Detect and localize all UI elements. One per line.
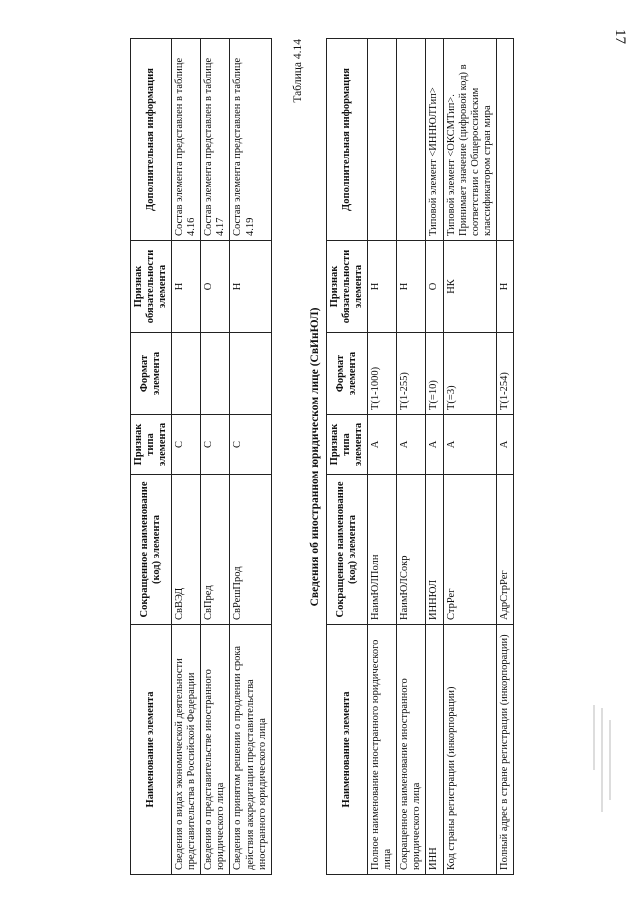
table-cell: Сведения о принятом решении о продлении срока действия аккредитации представительства иностранного юридического лица: [230, 625, 271, 875]
table-cell: СвВЭД: [172, 475, 201, 625]
table-row: [443, 39, 496, 875]
table-cell: Н: [368, 241, 397, 333]
table-cell: А: [368, 415, 397, 475]
table-cell: Состав элемента представлен в таблице 4.19: [230, 39, 271, 241]
page-number: 17: [612, 29, 628, 44]
table-cell: С: [172, 415, 201, 475]
column-header: Формат элемента: [131, 333, 172, 415]
table-cell: T(1-1000): [368, 333, 397, 415]
column-header: Дополнительная информация: [131, 39, 172, 241]
table-cell: СтрРег: [443, 475, 496, 625]
table-header-row: [131, 39, 172, 875]
table-cell: Полное наименование иностранного юридического лица: [368, 625, 397, 875]
table-cell: Типовой элемент <ОКСМТип>. Принимает значение (цифровой код) в соответствии с Общероссийским классификатором стран мира: [443, 39, 496, 241]
table-2-container: [292, 38, 514, 875]
table-row: [368, 39, 397, 875]
table-1-container: [130, 38, 272, 875]
column-header: Наименование элемента: [327, 625, 368, 875]
table-cell: НаимЮЛСокр: [397, 475, 426, 625]
table-cell: T(1-254): [496, 333, 513, 415]
table-cell: T(=3): [443, 333, 496, 415]
table-cell: Сокращенное наименование иностранного юридического лица: [397, 625, 426, 875]
table-cell: ИННЮЛ: [426, 475, 443, 625]
table-row: [496, 39, 513, 875]
table-row: [426, 39, 443, 875]
table-cell: [201, 333, 230, 415]
table-cell: СвРешПрод: [230, 475, 271, 625]
table-cell: А: [397, 415, 426, 475]
table-cell: Состав элемента представлен в таблице 4.17: [201, 39, 230, 241]
table-row: [397, 39, 426, 875]
faint-stamp: [586, 700, 626, 820]
table-cell: [172, 333, 201, 415]
table-cell: НК: [443, 241, 496, 333]
table-cell: [230, 333, 271, 415]
table-cell: Полный адрес в стране регистрации (инкорпорации): [496, 625, 513, 875]
table-cell: А: [496, 415, 513, 475]
table-cell: T(1-255): [397, 333, 426, 415]
table-cell: Н: [496, 241, 513, 333]
elements-table-1: [130, 38, 272, 875]
column-header: Сокращенное наименование (код) элемента: [327, 475, 368, 625]
column-header: Формат элемента: [327, 333, 368, 415]
column-header: Сокращенное наименование (код) элемента: [131, 475, 172, 625]
elements-table-2: [326, 38, 514, 875]
table-cell: Типовой элемент <ИННЮЛТип>: [426, 39, 443, 241]
table-cell: Код страны регистрации (инкорпорации): [443, 625, 496, 875]
table-cell: [397, 39, 426, 241]
column-header: Дополнительная информация: [327, 39, 368, 241]
table-cell: Состав элемента представлен в таблице 4.16: [172, 39, 201, 241]
table-cell: Н: [397, 241, 426, 333]
table-row: [172, 39, 201, 875]
table-number: Таблица 4.14: [292, 39, 304, 103]
column-header: Признак типа элемента: [131, 415, 172, 475]
table-row: [201, 39, 230, 875]
table-cell: Сведения о представительстве иностранного юридического лица: [201, 625, 230, 875]
table-cell: НаимЮЛПолн: [368, 475, 397, 625]
column-header: Признак типа элемента: [327, 415, 368, 475]
table-cell: Н: [230, 241, 271, 333]
table-cell: Сведения о видах экономической деятельности представительства в Российской Федерации: [172, 625, 201, 875]
table-row: [230, 39, 271, 875]
table-cell: А: [426, 415, 443, 475]
table-cell: [496, 39, 513, 241]
table-header-row: [327, 39, 368, 875]
table-cell: T(=10): [426, 333, 443, 415]
column-header: Признак обязательности элемента: [131, 241, 172, 333]
table-cell: Н: [172, 241, 201, 333]
table-cell: С: [230, 415, 271, 475]
table-cell: ИНН: [426, 625, 443, 875]
table-cell: С: [201, 415, 230, 475]
column-header: Признак обязательности элемента: [327, 241, 368, 333]
table-cell: [368, 39, 397, 241]
table-cell: СвПред: [201, 475, 230, 625]
table-cell: АдрСтрРег: [496, 475, 513, 625]
table-caption: Сведения об иностранном юридическом лице (СвИнЮЛ): [309, 307, 321, 607]
table-cell: А: [443, 415, 496, 475]
table-cell: О: [201, 241, 230, 333]
table-cell: О: [426, 241, 443, 333]
column-header: Наименование элемента: [131, 625, 172, 875]
